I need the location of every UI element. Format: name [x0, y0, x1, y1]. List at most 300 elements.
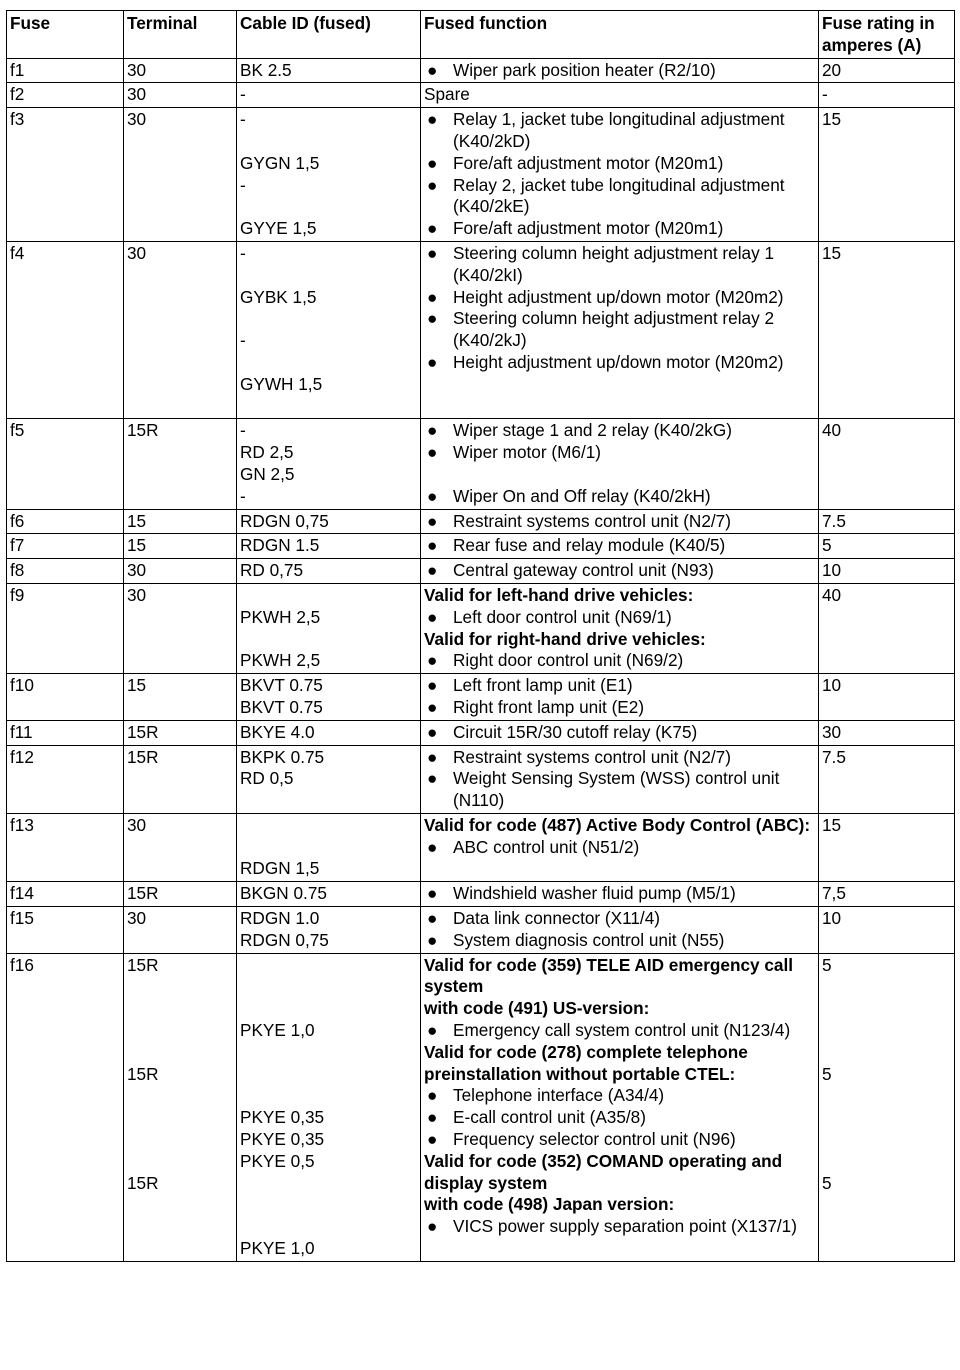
cable-id	[240, 815, 417, 837]
fuse-rating: 10	[822, 908, 842, 929]
fuse-rating: 5	[822, 1172, 832, 1193]
fuse-rating: 10	[822, 560, 842, 581]
function-cell	[421, 83, 819, 108]
terminal-value: 15	[127, 510, 147, 531]
terminal-cell	[124, 534, 237, 559]
bullet-icon: ●	[427, 836, 438, 857]
fuse-id: f12	[10, 746, 34, 767]
function-text: Wiper motor (M6/1)	[453, 442, 602, 463]
cable-id	[240, 1216, 417, 1238]
fuse-rating	[822, 1129, 951, 1151]
function-text: Windshield washer fluid pump (M5/1)	[453, 883, 736, 904]
function-text: Steering column height adjustment relay 2 (K40/2kJ)	[453, 308, 775, 351]
fuse-cell	[7, 882, 124, 907]
cable-cell	[237, 907, 421, 954]
rating-cell	[819, 509, 955, 534]
cable-id	[240, 352, 417, 374]
function-cell	[421, 583, 819, 673]
header-row	[7, 11, 955, 59]
cable-id: -	[240, 109, 246, 130]
fuse-id: f13	[10, 814, 34, 835]
terminal-value: 30	[127, 242, 147, 263]
table-row	[7, 83, 955, 108]
bullet-icon: ●	[427, 1107, 438, 1128]
bullet-icon: ●	[427, 1129, 438, 1150]
function-item	[424, 442, 815, 464]
cable-id	[240, 1064, 417, 1086]
function-item	[424, 1129, 815, 1151]
function-item	[424, 768, 815, 812]
fuse-rating: 20	[822, 59, 842, 80]
fuse-rating	[822, 1042, 951, 1064]
cable-id: BK 2.5	[240, 59, 292, 80]
cable-id: BKYE 4.0	[240, 721, 315, 742]
bullet-icon: ●	[427, 908, 438, 929]
terminal-value: 30	[127, 560, 147, 581]
function-item	[424, 287, 815, 309]
cable-id: BKGN 0.75	[240, 883, 327, 904]
function-item	[424, 486, 815, 508]
cable-id: RDGN 0,75	[240, 510, 329, 531]
function-cell	[421, 745, 819, 813]
function-text: Spare	[424, 84, 470, 105]
terminal-value	[127, 976, 233, 998]
bullet-icon: ●	[427, 560, 438, 581]
fuse-rating	[822, 1107, 951, 1129]
function-text: VICS power supply separation point (X137/1)	[453, 1216, 797, 1237]
function-spacer	[424, 464, 815, 486]
function-cell	[421, 953, 819, 1261]
cable-id: PKYE 0,35	[240, 1129, 325, 1150]
function-item	[424, 883, 815, 905]
function-cell	[421, 241, 819, 418]
cable-cell	[237, 534, 421, 559]
cable-cell	[237, 241, 421, 418]
rating-cell	[819, 534, 955, 559]
function-text: Central gateway control unit (N93)	[453, 560, 714, 581]
validity-heading: with code (491) US-version:	[424, 998, 650, 1019]
function-text: Right front lamp unit (E2)	[453, 696, 645, 717]
bullet-icon: ●	[427, 650, 438, 671]
terminal-value: 15R	[127, 883, 159, 904]
cable-id: RDGN 1,5	[240, 858, 320, 879]
fuse-id: f2	[10, 84, 25, 105]
bullet-icon: ●	[427, 442, 438, 463]
table-row	[7, 559, 955, 584]
function-item	[424, 1085, 815, 1107]
bullet-icon: ●	[427, 696, 438, 717]
bullet-icon: ●	[427, 351, 438, 372]
cable-cell	[237, 745, 421, 813]
bullet-icon: ●	[427, 606, 438, 627]
function-item	[424, 535, 815, 557]
header-cable-id: Cable ID (fused)	[237, 11, 421, 59]
cable-cell	[237, 813, 421, 881]
fuse-id: f9	[10, 584, 25, 605]
terminal-value	[127, 1194, 233, 1216]
function-item	[424, 675, 815, 697]
table-row	[7, 813, 955, 881]
terminal-cell	[124, 674, 237, 721]
rating-cell	[819, 419, 955, 509]
fuse-cell	[7, 745, 124, 813]
function-cell	[421, 108, 819, 242]
fuse-id: f7	[10, 535, 25, 556]
bullet-icon: ●	[427, 59, 438, 80]
terminal-value: 15R	[127, 954, 159, 975]
cable-cell	[237, 58, 421, 83]
bullet-icon: ●	[427, 109, 438, 130]
terminal-value	[127, 1238, 233, 1260]
function-text: Data link connector (X11/4)	[453, 908, 660, 929]
validity-heading: Valid for code (352) COMAND operating and display system	[424, 1150, 783, 1193]
cable-id: PKWH 2,5	[240, 650, 321, 671]
fuse-rating	[822, 1238, 951, 1260]
cable-id: BKVT 0.75	[240, 675, 323, 696]
cable-id: GYWH 1,5	[240, 373, 323, 394]
fuse-rating: -	[822, 84, 828, 105]
fuse-id: f10	[10, 675, 34, 696]
fuse-cell	[7, 720, 124, 745]
terminal-cell	[124, 108, 237, 242]
function-text: Restraint systems control unit (N2/7)	[453, 746, 731, 767]
function-item	[424, 1020, 815, 1042]
fuse-cell	[7, 813, 124, 881]
fuse-id: f3	[10, 109, 25, 130]
rating-cell	[819, 583, 955, 673]
fuse-cell	[7, 419, 124, 509]
function-text: E-call control unit (A35/8)	[453, 1107, 646, 1128]
function-text: Fore/aft adjustment motor (M20m1)	[453, 152, 724, 173]
terminal-cell	[124, 83, 237, 108]
function-text: Telephone interface (A34/4)	[453, 1085, 665, 1106]
bullet-icon: ●	[427, 1216, 438, 1237]
fuse-rating: 15	[822, 109, 842, 130]
cable-id: -	[240, 174, 246, 195]
cable-id	[240, 585, 417, 607]
function-text: Relay 2, jacket tube longitudinal adjustment (K40/2kE)	[453, 174, 785, 217]
function-text: Frequency selector control unit (N96)	[453, 1129, 736, 1150]
cable-id: BKVT 0.75	[240, 696, 323, 717]
table-row	[7, 907, 955, 954]
fuse-rating	[822, 1151, 951, 1173]
cable-id: -	[240, 485, 246, 506]
terminal-value	[127, 1216, 233, 1238]
fuse-rating	[822, 1020, 951, 1042]
bullet-icon: ●	[427, 1020, 438, 1041]
cable-id	[240, 837, 417, 859]
terminal-value: 15	[127, 675, 147, 696]
validity-heading: Valid for left-hand drive vehicles:	[424, 584, 694, 605]
cable-id: RDGN 1.0	[240, 908, 320, 929]
function-cell	[421, 534, 819, 559]
terminal-value: 15R	[127, 721, 159, 742]
rating-cell	[819, 813, 955, 881]
cable-cell	[237, 509, 421, 534]
bullet-icon: ●	[427, 420, 438, 441]
table-row	[7, 745, 955, 813]
rating-cell	[819, 108, 955, 242]
fuse-rating: 15	[822, 242, 842, 263]
fuse-rating	[822, 976, 951, 998]
function-cell	[421, 58, 819, 83]
function-text: Wiper On and Off relay (K40/2kH)	[453, 485, 711, 506]
function-item	[424, 420, 815, 442]
cable-id: RD 0,75	[240, 560, 304, 581]
cable-cell	[237, 953, 421, 1261]
terminal-value	[127, 1107, 233, 1129]
terminal-cell	[124, 419, 237, 509]
cable-id	[240, 1194, 417, 1216]
fuse-id: f14	[10, 883, 34, 904]
terminal-cell	[124, 720, 237, 745]
rating-cell	[819, 58, 955, 83]
validity-heading: Valid for right-hand drive vehicles:	[424, 628, 706, 649]
table-row	[7, 882, 955, 907]
table-row	[7, 58, 955, 83]
terminal-cell	[124, 58, 237, 83]
function-item	[424, 607, 815, 629]
function-item	[424, 218, 815, 240]
function-cell	[421, 674, 819, 721]
fuse-id: f4	[10, 242, 25, 263]
fuse-rating: 30	[822, 721, 842, 742]
cable-id: -	[240, 330, 246, 351]
bullet-icon: ●	[427, 308, 438, 329]
function-text: Steering column height adjustment relay 1 (K40/2kI)	[453, 242, 775, 285]
fuse-cell	[7, 83, 124, 108]
bullet-icon: ●	[427, 535, 438, 556]
fuse-cell	[7, 953, 124, 1261]
cable-id	[240, 131, 417, 153]
function-text: Left door control unit (N69/1)	[453, 606, 672, 627]
cable-id: RD 0,5	[240, 768, 294, 789]
cable-id: -	[240, 420, 246, 441]
cable-id: PKYE 0,35	[240, 1107, 325, 1128]
bullet-icon: ●	[427, 929, 438, 950]
terminal-cell	[124, 882, 237, 907]
cable-id	[240, 1173, 417, 1195]
function-item	[424, 308, 815, 352]
fuse-cell	[7, 241, 124, 418]
cable-id: -	[240, 242, 246, 263]
terminal-value: 15R	[127, 1172, 159, 1193]
cable-id: GYYE 1,5	[240, 218, 317, 239]
fuse-rating	[822, 1216, 951, 1238]
bullet-icon: ●	[427, 174, 438, 195]
cable-id: -	[240, 84, 246, 105]
function-item	[424, 175, 815, 219]
fuse-id: f5	[10, 420, 25, 441]
function-text: Circuit 15R/30 cutoff relay (K75)	[453, 721, 698, 742]
cable-id	[240, 308, 417, 330]
fuse-rating: 10	[822, 675, 842, 696]
header-terminal: Terminal	[124, 11, 237, 59]
fuse-cell	[7, 583, 124, 673]
fuse-rating	[822, 1085, 951, 1107]
cable-cell	[237, 83, 421, 108]
rating-cell	[819, 882, 955, 907]
terminal-cell	[124, 241, 237, 418]
terminal-value: 15R	[127, 420, 159, 441]
function-item	[424, 109, 815, 153]
table-row	[7, 674, 955, 721]
rating-cell	[819, 745, 955, 813]
terminal-value: 15	[127, 535, 147, 556]
fuse-id: f1	[10, 59, 25, 80]
cable-id	[240, 955, 417, 977]
fuse-cell	[7, 509, 124, 534]
function-item	[424, 352, 815, 374]
cable-id: BKPK 0.75	[240, 746, 325, 767]
terminal-value	[127, 998, 233, 1020]
function-item	[424, 1107, 815, 1129]
function-item	[424, 930, 815, 952]
terminal-cell	[124, 953, 237, 1261]
table-row	[7, 509, 955, 534]
fuse-cell	[7, 58, 124, 83]
bullet-icon: ●	[427, 485, 438, 506]
function-text: System diagnosis control unit (N55)	[453, 929, 725, 950]
fuse-id: f15	[10, 908, 34, 929]
function-text: Relay 1, jacket tube longitudinal adjustment (K40/2kD)	[453, 109, 785, 151]
cable-id: PKYE 0,5	[240, 1150, 315, 1171]
fuse-rating: 40	[822, 584, 842, 605]
fuse-id: f11	[10, 721, 33, 742]
function-item	[424, 747, 815, 769]
table-row	[7, 108, 955, 242]
function-text: ABC control unit (N51/2)	[453, 836, 640, 857]
cable-id	[240, 396, 417, 418]
rating-cell	[819, 720, 955, 745]
terminal-value: 30	[127, 59, 147, 80]
terminal-cell	[124, 559, 237, 584]
validity-heading: Valid for code (359) TELE AID emergency call system	[424, 954, 794, 997]
function-item	[424, 243, 815, 287]
terminal-value: 30	[127, 109, 147, 130]
terminal-value	[127, 1129, 233, 1151]
terminal-cell	[124, 509, 237, 534]
fuse-cell	[7, 559, 124, 584]
rating-cell	[819, 559, 955, 584]
fuse-cell	[7, 907, 124, 954]
bullet-icon: ●	[427, 746, 438, 767]
terminal-value: 30	[127, 908, 147, 929]
bullet-icon: ●	[427, 721, 438, 742]
cable-cell	[237, 720, 421, 745]
validity-heading: with code (498) Japan version:	[424, 1194, 675, 1215]
cable-id	[240, 629, 417, 651]
fuse-rating: 5	[822, 954, 832, 975]
table-row	[7, 534, 955, 559]
bullet-icon: ●	[427, 1085, 438, 1106]
fuse-id: f16	[10, 954, 34, 975]
table-row	[7, 583, 955, 673]
terminal-cell	[124, 745, 237, 813]
function-text: Left front lamp unit (E1)	[453, 675, 633, 696]
function-item	[424, 697, 815, 719]
function-item	[424, 153, 815, 175]
bullet-icon: ●	[427, 510, 438, 531]
cable-id: PKWH 2,5	[240, 606, 321, 627]
table-row	[7, 720, 955, 745]
terminal-value	[127, 1151, 233, 1173]
terminal-value: 15R	[127, 746, 159, 767]
rating-cell	[819, 241, 955, 418]
function-cell	[421, 720, 819, 745]
cable-id: GYBK 1,5	[240, 286, 317, 307]
function-text: Wiper park position heater (R2/10)	[453, 59, 716, 80]
function-cell	[421, 813, 819, 881]
fuse-cell	[7, 674, 124, 721]
fuse-table-body	[7, 58, 955, 1261]
cable-id	[240, 998, 417, 1020]
cable-id: RDGN 0,75	[240, 929, 329, 950]
cable-id	[240, 976, 417, 998]
table-row	[7, 419, 955, 509]
fuse-rating: 7,5	[822, 883, 846, 904]
table-row	[7, 953, 955, 1261]
function-item	[424, 908, 815, 930]
function-text: Wiper stage 1 and 2 relay (K40/2kG)	[453, 420, 732, 441]
function-text: Fore/aft adjustment motor (M20m1)	[453, 218, 724, 239]
cable-id	[240, 196, 417, 218]
terminal-cell	[124, 583, 237, 673]
cable-id: PKYE 1,0	[240, 1020, 315, 1041]
terminal-value	[127, 1042, 233, 1064]
terminal-cell	[124, 813, 237, 881]
cable-id: PKYE 1,0	[240, 1238, 315, 1259]
function-item	[424, 60, 815, 82]
function-text: Emergency call system control unit (N123/4)	[453, 1020, 791, 1041]
fuse-table-page	[6, 10, 955, 1262]
function-cell	[421, 419, 819, 509]
fuse-cell	[7, 108, 124, 242]
cable-id	[240, 265, 417, 287]
terminal-value: 30	[127, 584, 147, 605]
cable-cell	[237, 583, 421, 673]
cable-cell	[237, 674, 421, 721]
table-row	[7, 241, 955, 418]
function-text: Height adjustment up/down motor (M20m2)	[453, 351, 784, 372]
function-text: Right door control unit (N69/2)	[453, 650, 684, 671]
fuse-rating	[822, 1194, 951, 1216]
function-cell	[421, 559, 819, 584]
fuse-id: f8	[10, 560, 25, 581]
function-cell	[421, 882, 819, 907]
fuse-table	[6, 10, 955, 1262]
cable-cell	[237, 419, 421, 509]
function-item	[424, 837, 815, 859]
bullet-icon: ●	[427, 883, 438, 904]
fuse-rating	[822, 998, 951, 1020]
header-fuse-rating: Fuse rating in amperes (A)	[819, 11, 955, 59]
terminal-value: 30	[127, 84, 147, 105]
function-text: Weight Sensing System (WSS) control unit (N110)	[453, 768, 780, 811]
terminal-value	[127, 1085, 233, 1107]
terminal-value: 15R	[127, 1063, 159, 1084]
function-item	[424, 1216, 815, 1238]
header-fused-function: Fused function	[421, 11, 819, 59]
cable-id	[240, 1042, 417, 1064]
fuse-rating: 15	[822, 814, 842, 835]
cable-id: RDGN 1.5	[240, 535, 320, 556]
cable-id: GN 2,5	[240, 463, 295, 484]
validity-heading: Valid for code (487) Active Body Control (ABC):	[424, 814, 811, 835]
cable-cell	[237, 559, 421, 584]
fuse-id: f6	[10, 510, 25, 531]
function-item	[424, 560, 815, 582]
